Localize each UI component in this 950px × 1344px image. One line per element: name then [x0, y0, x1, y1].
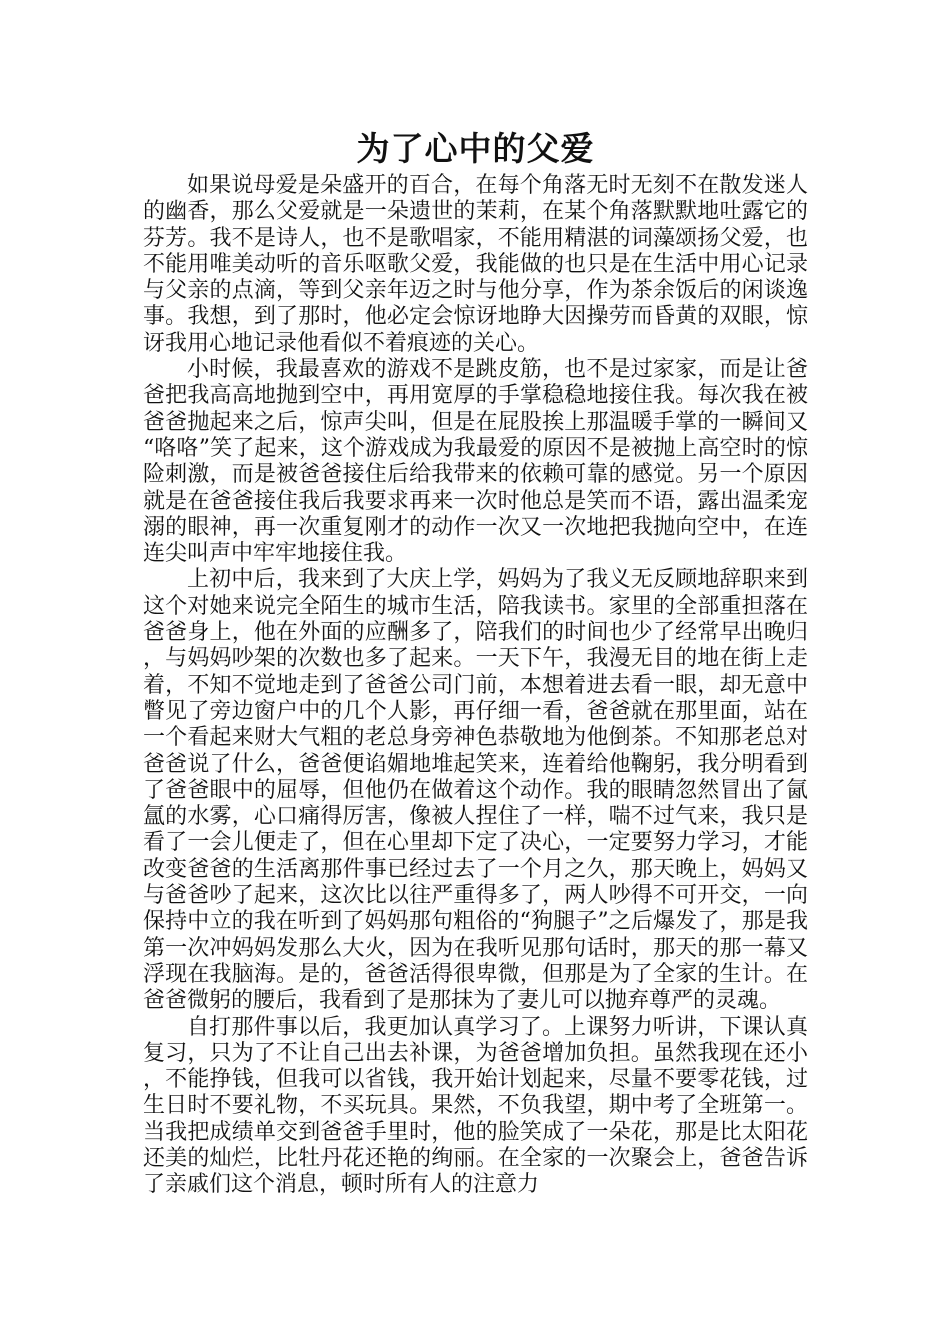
- document-page: [143, 128, 808, 1199]
- paragraph-1: 如果说母爱是朵盛开的百合，在每个角落无时无刻不在散发迷人的幽香，那么父爱就是一朵遗世的茉莉，在某个角落默默地吐露它的芬芳。我不是诗人，也不是歌唱家，不能用精湛的词藻颂扬父爱，也不能用唯美动听的音乐呕歌父爱，我能做的也只是在生活中用心记录与父亲的点滴，等到父亲年迈之时与他分享，作为茶余饭后的闲谈逸事。我想，到了那时，他必定会惊讶地睁大因操劳而昏黄的双眼，惊讶我用心地记录他看似不着痕迹的关心。: [143, 173, 808, 356]
- paragraph-3: 上初中后，我来到了大庆上学，妈妈为了我义无反顾地辞职来到这个对她来说完全陌生的城市生活，陪我读书。家里的全部重担落在爸爸身上，他在外面的应酬多了，陪我们的时间也少了经常早出晚归，与妈妈吵架的次数也多了起来。一天下午，我漫无目的地在街上走着，不知不觉地走到了爸爸公司门前，本想着进去看一眼，却无意中瞥见了旁边窗户中的几个人影，再仔细一看，爸爸就在那里面，站在一个看起来财大气粗的老总身旁神色恭敬地为他倒茶。不知那老总对爸爸说了什么，爸爸便谄媚地堆起笑来，连着给他鞠躬，我分明看到了爸爸眼中的屈辱，但他仍在做着这个动作。我的眼睛忽然冒出了氤氲的水雾，心口痛得厉害，像被人捏住了一样，喘不过气来，我只是看了一会儿便走了，但在心里却下定了决心，一定要努力学习，才能改变爸爸的生活离那件事已经过去了一个月之久，那天晚上，妈妈又与爸爸吵了起来，这次比以往严重得多了，两人吵得不可开交，一向保持中立的我在听到了妈妈那句粗俗的“狗腿子”之后爆发了，那是我第一次冲妈妈发那么大火，因为在我听见那句话时，那天的那一幕又浮现在我脑海。是的，爸爸活得很卑微，但那是为了全家的生计。在爸爸微躬的腰后，我看到了是那抹为了妻儿可以抛弃尊严的灵魂。: [143, 567, 808, 1014]
- document-body: [143, 173, 808, 1199]
- paragraph-2: 小时候，我最喜欢的游戏不是跳皮筋，也不是过家家，而是让爸爸把我高高地抛到空中，再用宽厚的手掌稳稳地接住我。每次我在被爸爸抛起来之后，惊声尖叫，但是在屁股挨上那温暖手掌的一瞬间又“咯咯”笑了起来，这个游戏成为我最爱的原因不是被抛上高空时的惊险刺激，而是被爸爸接住后给我带来的依赖可靠的感觉。另一个原因就是在爸爸接住我后我要求再来一次时他总是笑而不语，露出温柔宠溺的眼神，再一次重复刚才的动作一次又一次地把我抛向空中，在连连尖叫声中牢牢地接住我。: [143, 357, 808, 567]
- paragraph-4: 自打那件事以后，我更加认真学习了。上课努力听讲，下课认真复习，只为了不让自己出去补课，为爸爸增加负担。虽然我现在还小，不能挣钱，但我可以省钱，我开始计划起来，尽量不要零花钱，过生日时不要礼物，不买玩具。果然，不负我望，期中考了全班第一。当我把成绩单交到爸爸手里时，他的脸笑成了一朵花，那是比太阳花还美的灿烂，比牡丹花还艳的绚丽。在全家的一次聚会上，爸爸告诉了亲戚们这个消息，顿时所有人的注意力: [143, 1014, 808, 1198]
- document-title: 为了心中的父爱: [356, 129, 595, 168]
